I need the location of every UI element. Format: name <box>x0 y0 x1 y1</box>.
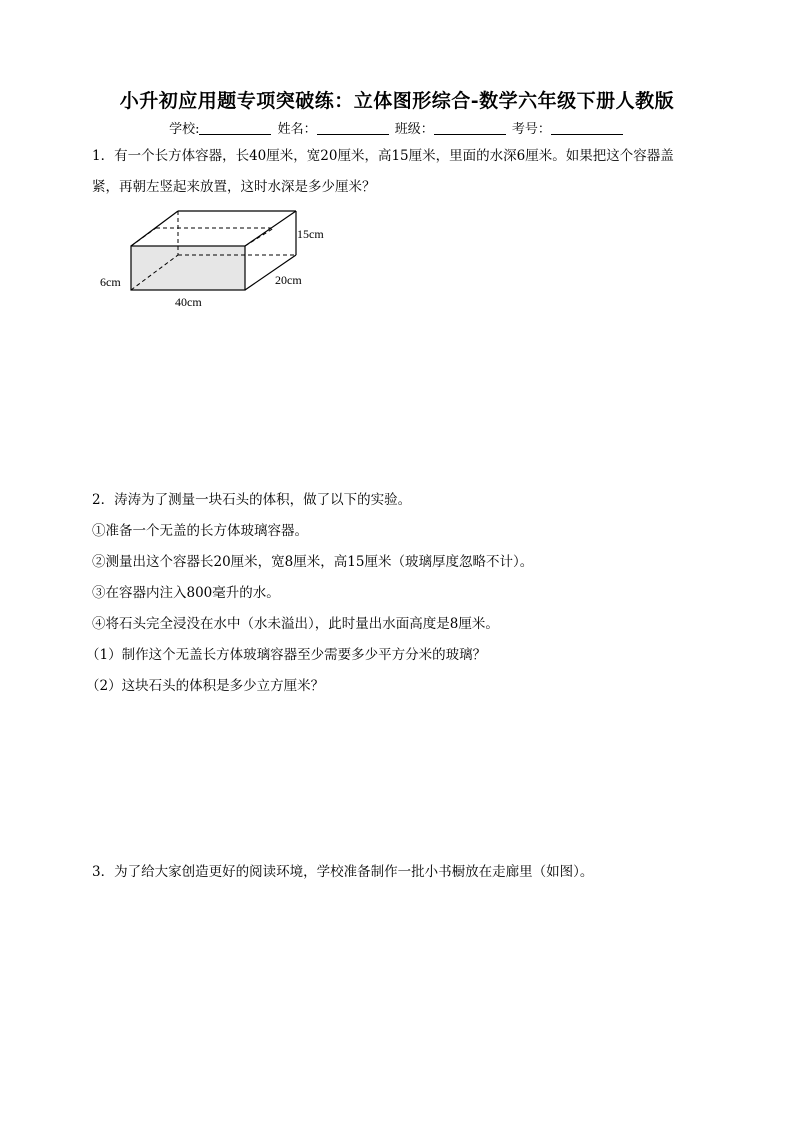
question-1-line-2: 紧，再朝左竖起来放置，这时水深是多少厘米？ <box>92 179 376 195</box>
name-label: 姓名： <box>277 122 317 137</box>
school-label: 学校: <box>169 122 200 137</box>
water-fill <box>131 246 245 290</box>
exam-no-label: 考号： <box>511 122 551 137</box>
width-label: 20cm <box>275 273 302 287</box>
question-1-text-1: 有一个长方体容器，长40厘米，宽20厘米，高15厘米，里面的水深6厘米。如果把这个容器盖 <box>114 148 674 164</box>
question-2-intro-line <box>92 489 712 520</box>
question-1 <box>92 145 712 198</box>
exam-no-blank[interactable] <box>551 121 623 135</box>
question-2-sub-1: （1）制作这个无盖长方体玻璃容器至少需要多少平方分米的玻璃？ <box>86 647 487 663</box>
class-blank[interactable] <box>434 121 506 135</box>
question-3 <box>92 861 712 883</box>
name-blank[interactable] <box>317 121 389 135</box>
student-info-line <box>0 118 794 137</box>
question-2-number: 2． <box>92 492 115 508</box>
page-title: 小升初应用题专项突破练：立体图形综合-数学六年级下册人教版 <box>119 90 675 112</box>
water-depth-label: 6cm <box>100 275 121 289</box>
question-2-sub-2: （2）这块石头的体积是多少立方厘米？ <box>86 678 325 694</box>
class-label: 班级： <box>394 122 434 137</box>
question-2-step-1: ①准备一个无盖的长方体玻璃容器。 <box>92 523 308 539</box>
cuboid-figure <box>96 206 356 316</box>
question-2-intro: 涛涛为了测量一块石头的体积，做了以下的实验。 <box>114 492 412 508</box>
question-2 <box>86 489 712 706</box>
question-3-text: 为了给大家创造更好的阅读环境，学校准备制作一批小书橱放在走廊里（如图）。 <box>114 864 594 880</box>
question-1-number: 1． <box>92 148 115 164</box>
length-label: 40cm <box>175 295 202 309</box>
question-3-number: 3． <box>92 864 115 880</box>
school-blank[interactable] <box>199 121 271 135</box>
question-1-line-1 <box>92 145 712 167</box>
question-2-step-4: ④将石头完全浸没在水中（水未溢出），此时量出水面高度是8厘米。 <box>92 616 499 632</box>
question-2-step-2: ②测量出这个容器长20厘米，宽8厘米，高15厘米（玻璃厚度忽略不计）。 <box>92 554 534 570</box>
height-label: 15cm <box>297 227 324 241</box>
question-2-step-3: ③在容器内注入800毫升的水。 <box>92 585 280 601</box>
